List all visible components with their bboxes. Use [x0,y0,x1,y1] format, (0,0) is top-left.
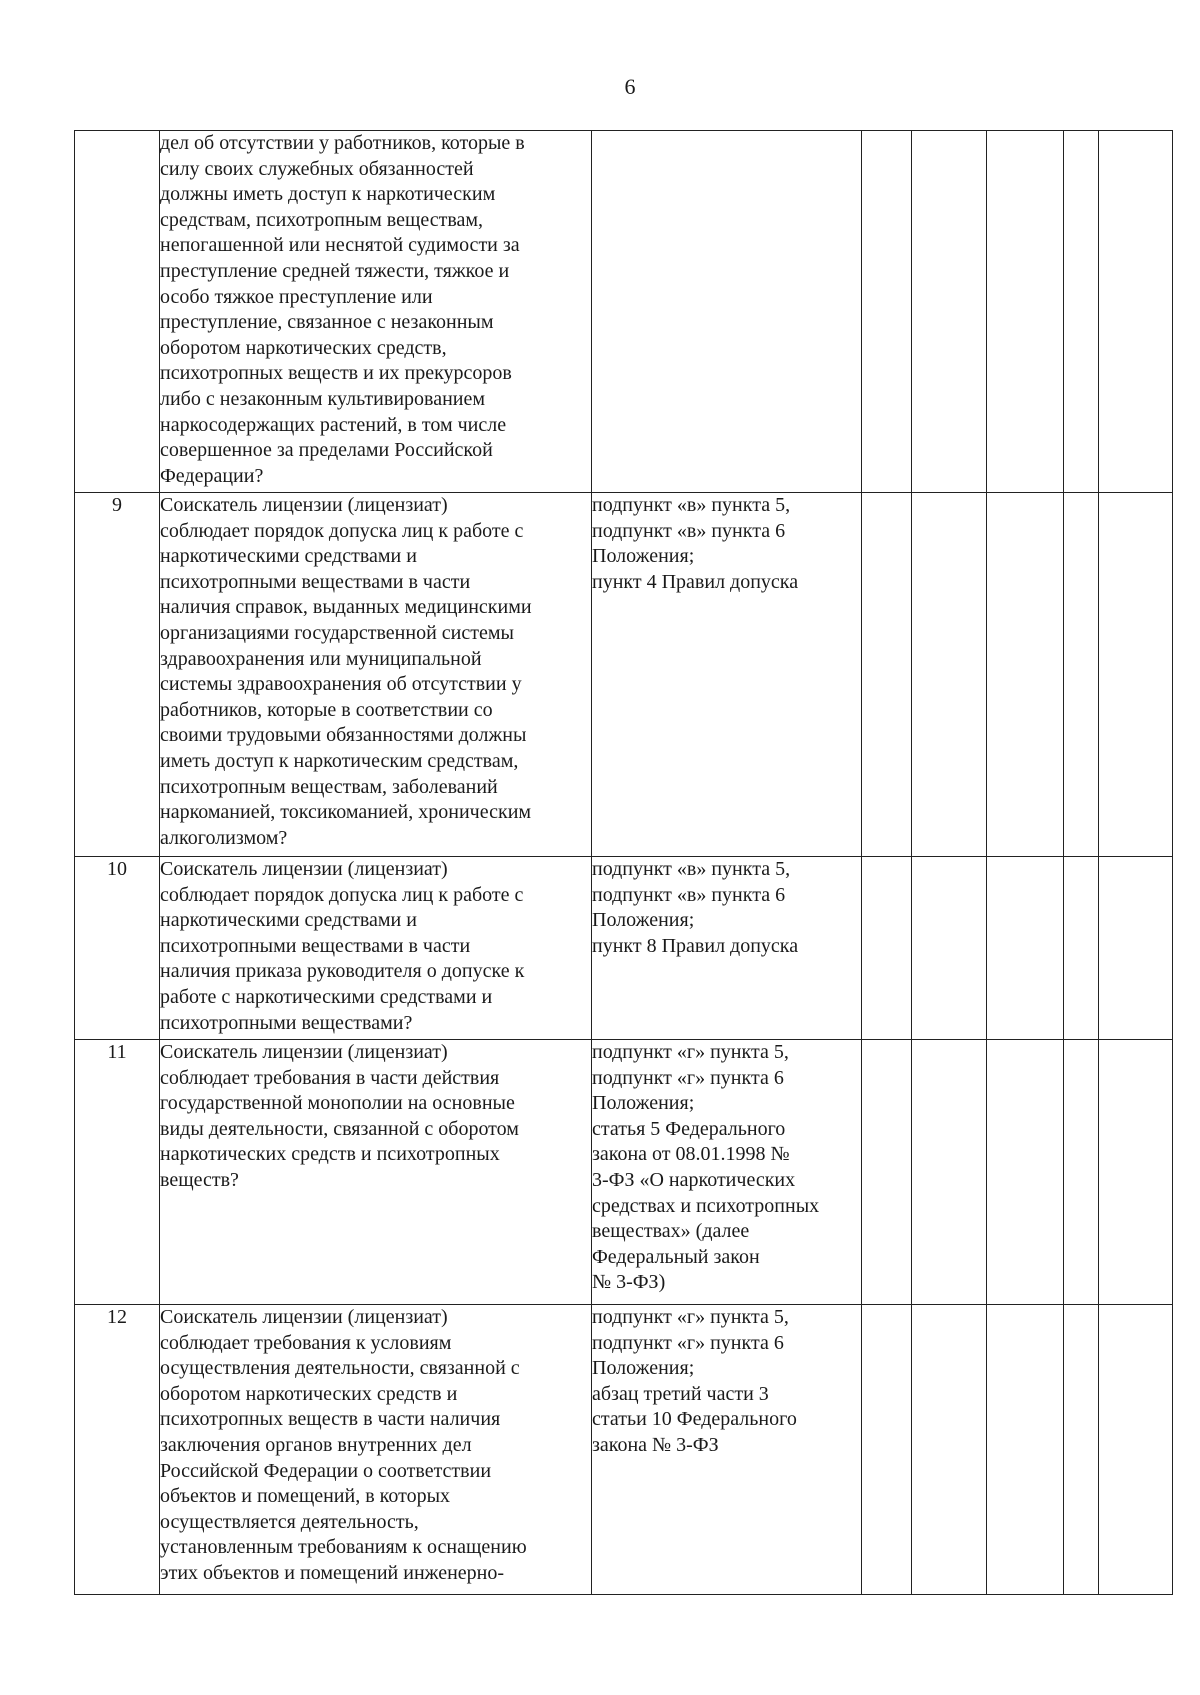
row-number: 11 [75,1040,160,1305]
reference-line: статья 5 Федерального [592,1117,786,1140]
mark-cell-extra[interactable] [1064,131,1099,493]
mark-cell-extra[interactable] [1064,493,1099,857]
question-line: особо тяжкое преступление или [160,285,433,308]
reference-cell [592,493,862,857]
question-line: наркотическими средствами и [160,909,417,932]
question-cell [160,131,592,493]
question-line: алкоголизмом? [160,826,288,849]
question-line: осуществляется деятельность, [160,1510,419,1533]
question-line: организациями государственной системы [160,621,514,644]
mark-cell-no[interactable] [912,493,987,857]
note-cell[interactable] [1099,857,1173,1040]
table-row [75,1040,1173,1305]
mark-cell-na[interactable] [987,493,1064,857]
reference-line: подпункт «в» пункта 6 [592,883,786,906]
reference-cell [592,1040,862,1305]
question-line: психотропным веществам, заболеваний [160,775,498,798]
question-line: оборотом наркотических средств, [160,336,447,359]
question-cell [160,857,592,1040]
question-line: установленным требованиям к оснащению [160,1536,527,1559]
question-line: либо с незаконным культивированием [160,387,486,410]
question-line: этих объектов и помещений инженерно- [160,1561,505,1584]
reference-line: закона № 3-ФЗ [592,1433,719,1456]
reference-line: пункт 8 Правил допуска [592,934,799,957]
reference-line: Положения; [592,909,695,932]
reference-line: Федеральный закон [592,1245,760,1268]
row-number [75,131,160,493]
question-line: осуществления деятельности, связанной с [160,1357,520,1380]
question-cell [160,493,592,857]
row-number: 9 [75,493,160,857]
mark-cell-extra[interactable] [1064,1040,1099,1305]
question-line: соблюдает требования в части действия [160,1066,500,1089]
question-cell [160,1040,592,1305]
question-cell [160,1305,592,1595]
mark-cell-extra[interactable] [1064,857,1099,1040]
reference-line: подпункт «в» пункта 5, [592,858,791,880]
question-line: должны иметь доступ к наркотическим [160,183,496,206]
reference-line: 3-ФЗ «О наркотических [592,1168,796,1191]
question-line: Российской Федерации о соответствии [160,1459,492,1482]
question-line: работе с наркотическими средствами и [160,985,493,1008]
reference-cell [592,131,862,493]
table-row [75,131,1173,493]
row-number: 12 [75,1305,160,1595]
question-line: непогашенной или неснятой судимости за [160,234,520,257]
mark-cell-yes[interactable] [862,131,912,493]
reference-line: подпункт «г» пункта 5, [592,1041,789,1063]
question-line: психотропных веществ и их прекурсоров [160,362,512,385]
question-line: Соискатель лицензии (лицензиат) [160,1306,448,1328]
reference-line: абзац третий части 3 [592,1382,769,1405]
mark-cell-yes[interactable] [862,1040,912,1305]
question-line: Соискатель лицензии (лицензиат) [160,1041,448,1063]
mark-cell-no[interactable] [912,1040,987,1305]
question-line: наркоманией, токсикоманией, хроническим [160,801,532,824]
question-line: преступление средней тяжести, тяжкое и [160,259,510,282]
reference-cell [592,857,862,1040]
reference-line: закона от 08.01.1998 № [592,1143,790,1166]
question-line: оборотом наркотических средств и [160,1382,458,1405]
question-line: Федерации? [160,464,264,487]
note-cell[interactable] [1099,131,1173,493]
question-line: соблюдает требования к условиям [160,1331,452,1354]
checklist-table [74,130,1173,1595]
table-row [75,1305,1173,1595]
reference-line: подпункт «г» пункта 6 [592,1331,784,1354]
question-line: психотропными веществами? [160,1011,413,1034]
question-line: наличия приказа руководителя о допуске к [160,960,525,983]
reference-line: Положения; [592,545,695,568]
reference-line: веществах» (далее [592,1220,750,1243]
question-line: системы здравоохранения об отсутствии у [160,673,522,696]
note-cell[interactable] [1099,493,1173,857]
mark-cell-no[interactable] [912,1305,987,1595]
mark-cell-na[interactable] [987,1040,1064,1305]
mark-cell-yes[interactable] [862,1305,912,1595]
reference-line: подпункт «в» пункта 6 [592,519,786,542]
reference-line: статьи 10 Федерального [592,1408,797,1431]
question-line: психотропными веществами в части [160,934,471,957]
question-line: преступление, связанное с незаконным [160,311,494,334]
question-line: психотропными веществами в части [160,570,471,593]
question-line: объектов и помещений, в которых [160,1485,451,1508]
question-line: наркотическими средствами и [160,545,417,568]
question-line: наркотических средств и психотропных [160,1143,500,1166]
question-line: здравоохранения или муниципальной [160,647,482,670]
reference-line: № 3-ФЗ) [592,1271,666,1294]
mark-cell-no[interactable] [912,131,987,493]
reference-line: подпункт «г» пункта 6 [592,1066,784,1089]
mark-cell-no[interactable] [912,857,987,1040]
reference-line: пункт 4 Правил допуска [592,570,799,593]
question-line: силу своих служебных обязанностей [160,157,474,180]
mark-cell-na[interactable] [987,857,1064,1040]
reference-line: средствах и психотропных [592,1194,820,1217]
question-line: соблюдает порядок допуска лиц к работе с [160,883,524,906]
question-line: соблюдает порядок допуска лиц к работе с [160,519,524,542]
reference-line: подпункт «в» пункта 5, [592,494,791,516]
question-line: государственной монополии на основные [160,1092,515,1115]
question-line: Соискатель лицензии (лицензиат) [160,494,448,516]
note-cell[interactable] [1099,1305,1173,1595]
question-line: совершенное за пределами Российской [160,439,493,462]
question-line: средствам, психотропным веществам, [160,208,484,231]
question-line: веществ? [160,1168,239,1191]
mark-cell-yes[interactable] [862,493,912,857]
mark-cell-na[interactable] [987,131,1064,493]
question-line: заключения органов внутренних дел [160,1433,472,1456]
row-number: 10 [75,857,160,1040]
question-line: наркосодержащих растений, в том числе [160,413,507,436]
question-line: иметь доступ к наркотическим средствам, [160,749,519,772]
table-row [75,857,1173,1040]
table-row [75,493,1173,857]
mark-cell-na[interactable] [987,1305,1064,1595]
question-line: дел об отсутствии у работников, которые в [160,132,525,154]
reference-line: Положения; [592,1092,695,1115]
question-line: работников, которые в соответствии со [160,698,493,721]
page-number: 6 [624,74,636,99]
reference-cell [592,1305,862,1595]
mark-cell-extra[interactable] [1064,1305,1099,1595]
question-line: виды деятельности, связанной с оборотом [160,1117,519,1140]
note-cell[interactable] [1099,1040,1173,1305]
reference-line: подпункт «г» пункта 5, [592,1306,789,1328]
mark-cell-yes[interactable] [862,857,912,1040]
question-line: наличия справок, выданных медицинскими [160,596,532,619]
reference-line: Положения; [592,1357,695,1380]
question-line: Соискатель лицензии (лицензиат) [160,858,448,880]
question-line: психотропных веществ в части наличия [160,1408,501,1431]
question-line: своими трудовыми обязанностями должны [160,724,527,747]
